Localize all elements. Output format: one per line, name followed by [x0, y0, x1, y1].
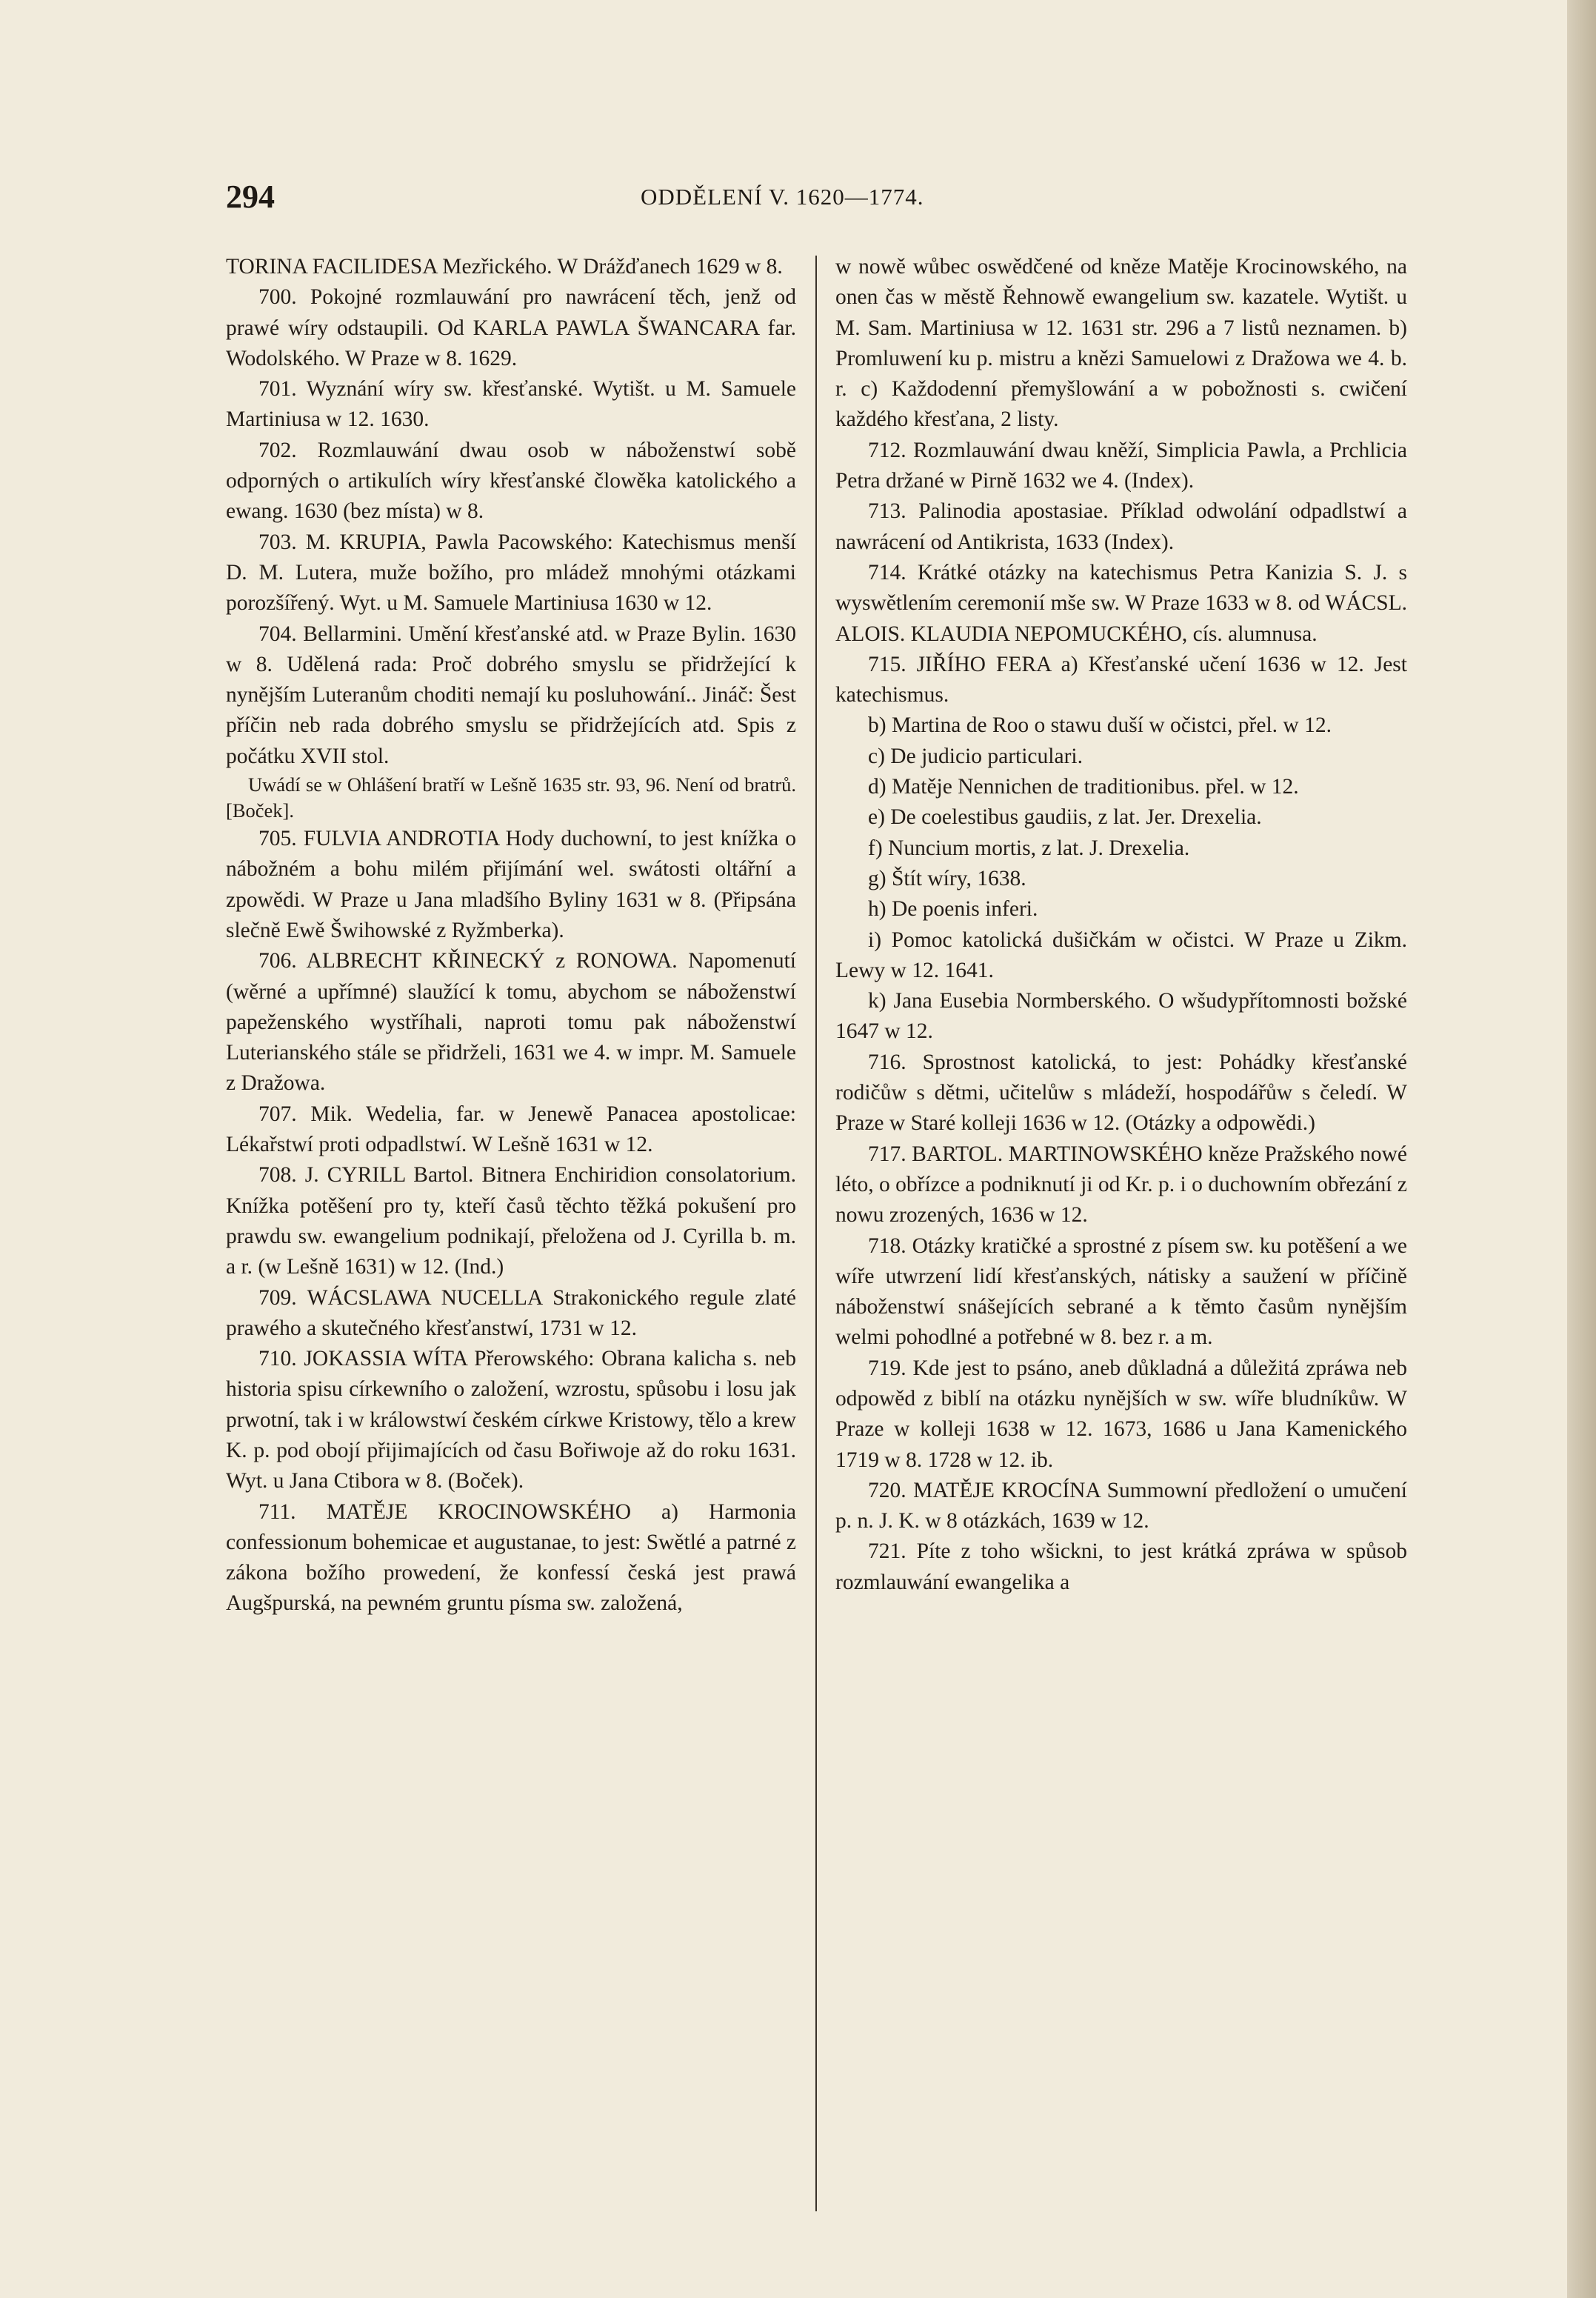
catalog-entry: TORINA FACILIDESA Mezřického. W Drážďanech 1629 w 8. [226, 255, 783, 279]
catalog-entry: 703. M. KRUPIA, Pawla Pacowského: Katechismus menší D. M. Lutera, muže božího, pro mládež mnohými otázkami porozšířený. Wyt. u M. Samuele Martiniusa 1630 w 12. [226, 530, 796, 616]
catalog-entry: k) Jana Eusebia Normberského. O wšudypřítomnosti božské 1647 w 12. [835, 989, 1407, 1044]
running-head: ODDĚLENÍ V. 1620—1774. [641, 184, 924, 210]
catalog-entry: i) Pomoc katolická dušičkám w očistci. W Praze u Zikm. Lewy w 12. 1641. [835, 927, 1407, 982]
catalog-entry: 720. MATĚJE KROCÍNA Summowní předložení o umučení p. n. J. K. w 8 otázkách, 1639 w 12. [835, 1478, 1407, 1533]
catalog-entry: 716. Sprostnost katolická, to jest: Pohádky křesťanské rodičůw s dětmi, učitelůw s mládeží, hospodářůw s čeledí. W Praze w Staré kolleji 1636 w 12. (Otázky a odpowědi.) [835, 1050, 1407, 1136]
catalog-entry: 705. FULVIA ANDROTIA Hody duchowní, to jest knížka o nábožném a bohu milém přijímání wel. swátosti oltářní a zpowědi. W Praze u Jana mladšího Byliny 1631 w 8. (Připsána slečně Ewě Šwihowské z Ryžmberka). [226, 827, 796, 942]
catalog-entry: b) Martina de Roo o stawu duší w očistci, přel. w 12. [868, 713, 1332, 738]
catalog-entry: 704. Bellarmini. Umění křesťanské atd. w Praze Bylin. 1630 w 8. Udělená rada: Proč dobrého smyslu se přidržející k nynějším Luteranům choditi nemají ku posluhowání.. Jináč: Šest příčin neb rada dobrého smyslu se přidržejících atd. Spis z počátku XVII stol. [226, 622, 796, 768]
catalog-entry: w nowě wůbec oswědčené od kněze Matěje Krocinowského, na onen čas w městě Řehnowě ewangelium sw. kazatele. Wytišt. u M. Sam. Martiniusa w 12. 1631 str. 296 a 7 listů neznamen. b) Promluwení ku p. mistru a knězi Samuelowi z Dražowa we 4. b. r. c) Každodenní přemyšlowání a w pobožnosti s. cwičení každého křesťana, 2 listy. [835, 255, 1407, 432]
left-column [226, 252, 796, 1619]
catalog-entry: 709. WÁCSLAWA NUCELLA Strakonického regule zlaté prawého a skutečného křesťanstwí, 1731 w 12. [226, 1285, 796, 1340]
catalog-entry: 710. JOKASSIA WÍTA Přerowského: Obrana kalicha s. neb historia spisu církewního o založení, wzrostu, spůsobu i losu jak prwotní, tak i w králowstwí českém církwe Kristowy, tělo a krew K. p. pod obojí přijimajících od času Bořiwoje až do roku 1631. Wyt. u Jana Ctibora w 8. (Boček). [226, 1347, 796, 1493]
catalog-entry: 711. MATĚJE KROCINOWSKÉHO a) Harmonia confessionum bohemicae et augustanae, to jest: Swětlé a patrné z zákona božího prowedení, že konfessí česká jest prawá Augšpurská, na pewném gruntu písma sw. založená, [226, 1499, 797, 1616]
catalog-entry: 717. BARTOL. MARTINOWSKÉHO kněze Pražského nowé léto, o obřízce a podniknutí ji od Kr. p. i o duchowním obřezání z nowu zrozených, 1636 w 12. [835, 1142, 1407, 1228]
catalog-entry: 702. Rozmlauwání dwau osob w náboženstwí sobě odporných o artikulích wíry křesťanské člowěka katolického a ewang. 1630 (bez místa) w 8. [226, 438, 796, 524]
catalog-entry: g) Štít wíry, 1638. [868, 866, 1026, 890]
catalog-entry: c) De judicio particulari. [868, 744, 1083, 768]
column-divider [815, 256, 817, 2211]
catalog-entry: 713. Palinodia apostasiae. Příklad odwolání odpadlstwí a nawrácení od Antikrista, 1633 (Index). [835, 499, 1407, 554]
catalog-entry: d) Matěje Nennichen de traditionibus. přel. w 12. [868, 775, 1299, 799]
page-number: 294 [226, 179, 275, 215]
catalog-entry: 712. Rozmlauwání dwau kněží, Simplicia Pawla, a Prchlicia Petra držané w Pirně 1632 we 4. (Index). [835, 438, 1407, 493]
page-header [226, 178, 1411, 222]
catalog-entry: 721. Píte z toho wšickni, to jest krátká zpráwa w spůsob rozmlauwání ewangelika a [835, 1539, 1407, 1594]
page-edge [1567, 0, 1596, 2298]
catalog-entry: 707. Mik. Wedelia, far. w Jenewě Panacea apostolicae: Lékařstwí proti odpadlstwí. W Lešně 1631 w 12. [226, 1102, 796, 1157]
catalog-entry: f) Nuncium mortis, z lat. J. Drexelia. [868, 836, 1190, 860]
footnote-paragraph: Uwádí se w Ohlášení bratří w Lešně 1635 str. 93, 96. Není od bratrů. [Boček]. [226, 773, 796, 822]
catalog-entry: h) De poenis inferi. [868, 897, 1038, 922]
catalog-entry: 715. JIŘÍHO FERA a) Křesťanské učení 1636 w 12. Jest katechismus. [835, 652, 1407, 707]
catalog-entry: e) De coelestibus gaudiis, z lat. Jer. Drexelia. [868, 805, 1262, 830]
catalog-entry: 700. Pokojné rozmlauwání pro nawrácení těch, jenž od prawé wíry odstaupili. Od KARLA PAWLA ŠWANCARA far. Wodolského. W Praze w 8. 1629. [226, 285, 796, 370]
right-column [835, 252, 1407, 1598]
catalog-entry: 708. J. CYRILL Bartol. Bitnera Enchiridion consolatorium. Knížka potěšení pro ty, kteří časů těchto těžká pokušení pro prawdu sw. ewangelium podnikají, přeložena od J. Cyrilla b. m. a r. (w Lešně 1631) w 12. (Ind.) [226, 1163, 796, 1279]
catalog-entry: 719. Kde jest to psáno, aneb důkladná a důležitá zpráwa neb odpowěd z biblí na otázku nynějších w sw. wíře bludníkůw. W Praze w kolleji 1638 w 12. 1673, 1686 u Jana Kamenického 1719 w 8. 1728 w 12. ib. [835, 1356, 1407, 1472]
catalog-entry: 701. Wyznání wíry sw. křesťanské. Wytišt. u M. Samuele Martiniusa w 12. 1630. [226, 377, 796, 432]
catalog-entry: 718. Otázky kratičké a sprostné z písem sw. ku potěšení a we wíře utwrzení lidí křesťanských, nátisky a saužení w příčině náboženstwí snášejících sebrané a k těmto časům nynějším welmi pohodlné a potřebné w 8. bez r. a m. [835, 1233, 1407, 1350]
catalog-entry: 706. ALBRECHT KŘINECKÝ z RONOWA. Napomenutí (wěrné a upřímné) slaužící k tomu, abychom se náboženstwí papeženského wystříhali, naproti tomu pak náboženstwí Luterianského stále se přidrželi, 1631 we 4. w impr. M. Samuele z Dražowa. [226, 949, 796, 1096]
catalog-entry: 714. Krátké otázky na katechismus Petra Kanizia S. J. s wyswětlením ceremonií mše sw. W Praze 1633 w 8. od WÁCSL. ALOIS. KLAUDIA NEPOMUCKÉHO, cís. alumnusa. [835, 560, 1407, 646]
